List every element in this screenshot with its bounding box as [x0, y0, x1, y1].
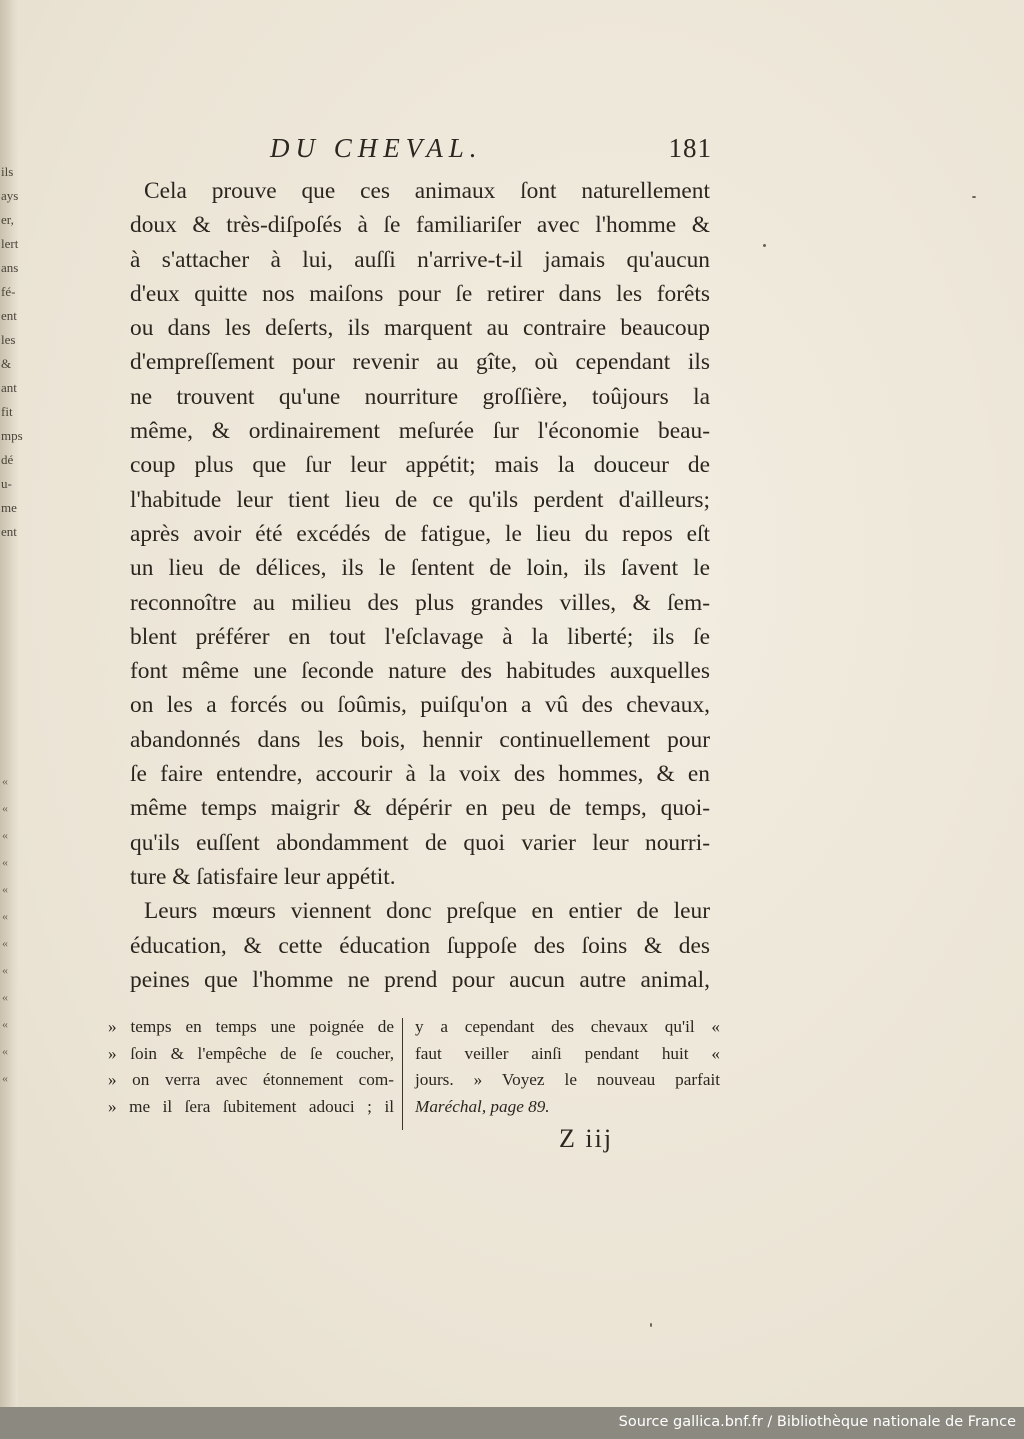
gutter-fragment: ays: [1, 188, 19, 203]
gutter-quote: «: [2, 882, 8, 896]
gutter-fragment: mps: [1, 428, 23, 443]
gutter-quote: «: [2, 1071, 8, 1085]
gutter-fragment: fit: [1, 404, 13, 419]
text-line: ture & ſatisfaire leur appétit.: [130, 863, 396, 890]
text-line: coup plus que ſur leur appétit; mais la douceur de: [130, 452, 710, 479]
footnotes: [108, 1014, 720, 1130]
text-line: d'empreſſement pour revenir au gîte, où cependant ils: [130, 349, 710, 376]
gutter-fragment: ent: [1, 524, 17, 539]
text-line: abandonnés dans les bois, hennir continuellement pour: [130, 726, 710, 753]
gutter-fragment: fé-: [1, 284, 16, 299]
footnote-line: » ſoin & l'empêche de ſe coucher,: [108, 1043, 394, 1063]
gutter-fragment: ant: [1, 380, 17, 395]
paper-speck: [972, 196, 976, 198]
text-line: Cela prouve que ces animaux ſont naturellement: [144, 178, 710, 204]
text-line: même temps maigrir & dépérir en peu de temps, quoi-: [130, 795, 710, 822]
text-line: ſe faire entendre, accourir à la voix des hommes, & en: [130, 761, 710, 788]
text-line: blent préférer en tout l'eſclavage à la liberté; ils ſe: [130, 623, 710, 650]
gutter-fragment: les: [1, 332, 16, 347]
gutter-fragment: ans: [1, 260, 19, 275]
footnote-line: » temps en temps une poignée de: [108, 1017, 394, 1036]
text-line: ne trouvent qu'une nourriture groſſière, toûjours la: [130, 383, 710, 410]
footnote-line: » me il ſera ſubitement adouci ; il: [108, 1096, 394, 1116]
gutter-quote: «: [2, 963, 8, 977]
footnote-line: faut veiller ainſi pendant huit «: [415, 1043, 720, 1063]
gutter-fragment: dé: [1, 452, 14, 467]
paper-speck: [763, 244, 766, 247]
gutter-quote: «: [2, 990, 8, 1004]
gutter-fragment: me: [1, 500, 17, 515]
gutter-quote: «: [2, 855, 8, 869]
gutter-fragment: ent: [1, 308, 17, 323]
gutter-quote: «: [2, 1017, 8, 1031]
text-line: d'eux quitte nos maiſons pour ſe retirer dans les forêts: [130, 280, 710, 307]
gutter-fragment: &: [1, 356, 12, 371]
text-line: l'habitude leur tient lieu de ce qu'ils perdent d'ailleurs;: [130, 486, 710, 513]
text-line: même, & ordinairement meſurée ſur l'économie beau-: [130, 418, 710, 445]
footnote-column-right: [415, 1014, 720, 1120]
text-line: on les a forcés ou ſoûmis, puiſqu'on a vû des chevaux,: [130, 692, 710, 719]
signature-mark: Z iij: [559, 1124, 614, 1153]
text-line: reconnoître au milieu des plus grandes villes, & ſem-: [130, 589, 710, 616]
text-line: doux & très-diſpoſés à ſe familiariſer avec l'homme &: [130, 212, 710, 239]
running-title: DU CHEVAL.: [270, 133, 483, 163]
running-head: [270, 133, 712, 173]
source-credit: Source gallica.bnf.fr / Bibliothèque nationale de France: [618, 1414, 1016, 1430]
footnote-column-left: [108, 1014, 394, 1120]
footnote-divider: [402, 1018, 403, 1130]
text-line: éducation, & cette éducation ſuppoſe des ſoins & des: [130, 932, 710, 959]
text-line: un lieu de délices, ils le ſentent de loin, ils ſavent le: [130, 555, 710, 582]
gutter-quote: «: [2, 1044, 8, 1058]
footnote-line: » on verra avec étonnement com-: [108, 1070, 394, 1089]
gutter-fragment: u-: [1, 476, 12, 491]
gutter-fragment: ils: [1, 164, 14, 179]
gutter-quote: «: [2, 801, 8, 815]
footnote-line: jours. » Voyez le nouveau parfait: [415, 1070, 720, 1089]
footnote-line: y a cependant des chevaux qu'il «: [415, 1017, 720, 1036]
paper-speck: [650, 1323, 652, 1327]
gutter-quote: «: [2, 936, 8, 950]
page-number: 181: [668, 133, 712, 163]
gutter-quote: «: [2, 774, 8, 788]
text-line: font même une ſeconde nature des habitudes auxquelles: [130, 658, 710, 685]
footnote-line: Maréchal, page 89.: [415, 1096, 550, 1116]
gutter-quote: «: [2, 909, 8, 923]
facing-page-edge: [0, 0, 23, 1407]
gutter-text-fragments: [1, 160, 23, 544]
text-line: à s'attacher à lui, auſſi n'arrive-t-il jamais qu'aucun: [130, 246, 710, 273]
text-line: peines que l'homme ne prend pour aucun autre animal,: [130, 966, 710, 993]
gutter-quote: «: [2, 828, 8, 842]
gutter-fragment: er,: [1, 212, 14, 227]
gutter-fragment: lert: [1, 236, 19, 251]
gutter-quote-marks: [2, 768, 14, 1092]
text-line: ou dans les deſerts, ils marquent au contraire beaucoup: [130, 315, 710, 342]
text-line: Leurs mœurs viennent donc preſque en entier de leur: [144, 898, 710, 925]
text-line: après avoir été excédés de fatigue, le lieu du repos eſt: [130, 520, 710, 547]
text-line: qu'ils euſſent abondamment de quoi varier leur nourri-: [130, 829, 710, 856]
body-text: [130, 174, 710, 997]
